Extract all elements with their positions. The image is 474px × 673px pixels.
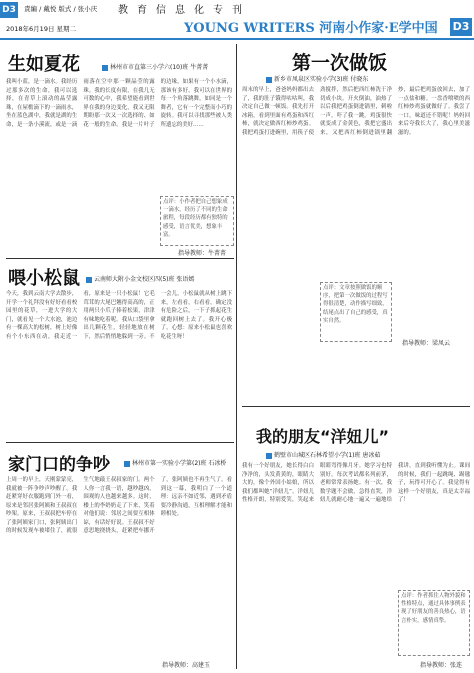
article-byline: 鹤壁市山城区石林希望小学(1)班 唐冰茹 bbox=[266, 450, 380, 459]
article-body: 上周一的早上，天刚蒙蒙亮，我就被一阵争吵声吵醒了。我赶紧穿好衣服跑到门外一看，原来是邻居张阿姨和王叔叔在吵架。原来，王叔叔把车停在了张阿姨家门口，张阿姨出门的时候发现车被堵住了，就很生气地敲王叔叔家的门。两个人你一言我一语，越吵越凶，围观的人也越来越多。这时，楼上的李奶奶走了下来，笑着对他们说：邻居之间要互相体谅，有话好好说。王叔叔不好意思地挠挠头，赶紧把车挪开了，张阿姨也不再生气了。看到这一幕，我明白了一个道理：远亲不如近邻，遇到矛盾要冷静沟通，互相理解才能和睦相处。 bbox=[6, 477, 232, 535]
article-title: 第一次做饭 bbox=[292, 52, 388, 74]
article-comment: 点评：文章按照做饭的顺序，把第一次做饭的过程写得很清楚，动作描写细致，结尾点出了自己的感受，真实自然。 bbox=[320, 282, 392, 342]
teacher-credit: 指导教师：高建玉 bbox=[162, 662, 211, 669]
editor-info: 責編 / 戴悦 版式 / 张小庆 bbox=[24, 5, 98, 13]
article-divider bbox=[242, 406, 470, 407]
page-header bbox=[0, 0, 474, 38]
header-rule bbox=[0, 38, 474, 40]
flag-icon bbox=[266, 77, 272, 83]
section-tag: D3 bbox=[0, 2, 18, 18]
article-byline: 林州市第一实验小学第(2)班 石冰桥 bbox=[124, 458, 226, 467]
article-comment: 点评：作者抓住人物外貌和性格特点，通过具体事例表现了好朋友的善良热心，语言朴实，感情真挚。 bbox=[398, 590, 470, 656]
column-divider bbox=[236, 44, 237, 669]
article-byline: 云南师大附小金文校区四(5)班 张语嫣 bbox=[86, 274, 194, 283]
flag-icon bbox=[124, 461, 130, 467]
header-slogan: 教育信息化专刊 bbox=[118, 5, 251, 16]
article-comment: 点评：小作者把自己想象成一滴水，经历了不同的生命旅程，每段经历都有独特的感受，语言优美，想象丰富。 bbox=[160, 196, 234, 246]
article-title: 我的朋友“洋妞儿” bbox=[256, 427, 390, 446]
article-2 bbox=[6, 262, 232, 440]
article-title: 喂小松鼠 bbox=[8, 268, 80, 289]
page-number: D3 bbox=[450, 18, 472, 36]
article-3 bbox=[6, 446, 232, 669]
article-title: 家门口的争吵 bbox=[8, 455, 110, 475]
teacher-credit: 指导教师：张连 bbox=[420, 662, 463, 669]
flag-icon bbox=[86, 277, 92, 283]
article-divider bbox=[6, 442, 234, 443]
teacher-credit: 指导教师：牛菁菁 bbox=[178, 250, 227, 257]
article-byline: 林州市市直第三小学六(10)班 牛菁菁 bbox=[102, 62, 208, 71]
article-body: 我叫小蓝，是一滴水。我经历过那多次的生命，我可以选择，在青草上滚动的晶莹露珠，在屋檐滴下的一滴雨水，坐在蓝色湖中，我就是湖的生命，是一条小溪流，或是一滴雨落在空中那一颗晶莹的露珠。我的长度有限，在我几无可数的心中，我希望能看到世界在我的身边变化，我又无限期盼那一次又一次选择的、如花一般的生命。我是一片叶子的边缘，如果有一个小水滴，那该有多好。我可以在世界的每一个角落跳舞，如同是一个舞者，它有一个完整而小巧的旋转。我可以寻找那些被人类所遗忘的美好…… bbox=[6, 79, 232, 128]
article-body: 周末的早上，爸爸妈妈都出去了，我的肚子饿得咕咕叫，我决定自己做一顿饭。我先打开冰箱，看到里面有鸡蛋和西红柿，就决定做西红柿炒鸡蛋。我把鸡蛋打进碗里，用筷子使劲搅拌，然后把西红柿洗干净切成小块。开火倒油，油热了以后我把鸡蛋倒进锅里，刺啦一声，吓了我一跳。鸡蛋很快就变成了金黄色，我把它盛出来，又把西红柿倒进锅里翻炒，最后把鸡蛋放回去，加了一点盐和糖。一盘香喷喷的西红柿炒鸡蛋就做好了。我尝了一口，味道还不错呢！妈妈回来后夸我长大了，我心里美滋滋的。 bbox=[242, 87, 470, 136]
article-byline: 新乡市凤泉区实验小学(3)班 付晓东 bbox=[266, 74, 368, 83]
article-4 bbox=[242, 46, 470, 406]
article-body: 我有一个好朋友，她长得白白净净的，头发黄黄的，眼睛大大的，像个外国小姑娘，所以我们都叫她“洋妞儿”。洋妞儿性格开朗，特别爱笑，笑起来眼睛弯得像月牙。她学习也特别好，每次考试都名列前茅，老师常常表扬她。有一次，我数学题不会做，急得直哭，洋妞儿就耐心地一遍又一遍地给我讲，直到我听懂为止。课间的时候，我们一起跳绳、踢毽子，玩得可开心了。我觉得有这样一个好朋友，真是太幸福了！ bbox=[242, 463, 470, 504]
column-title: YOUNG WRITERS 河南小作家·E学中国 bbox=[184, 21, 438, 36]
flag-icon bbox=[102, 65, 108, 71]
teacher-credit: 指导教师：梁凤云 bbox=[402, 340, 451, 347]
flag-icon bbox=[266, 453, 272, 459]
issue-date: 2018年6月19日 星期二 bbox=[6, 25, 77, 33]
article-divider bbox=[6, 258, 234, 259]
article-body: 今天，我到云南大学去散步，开学一个礼拜没有好好看看校园里的花草，一进大学的大门，就看见一个大水池，池边有一棵高大的松树，树上好像有个小东西在动，我走近一看，原来是一只小松鼠！它毛茸茸的大尾巴翘得高高的，正用两只小爪子捧着松果，津津有味地吃着呢。我从口袋里拿出几颗花生，轻轻地放在树下，然后悄悄地躲到一旁。不一会儿，小松鼠就从树上跳下来，左看看，右看看，确定没有危险之后，一下子抓起花生就跑回树上去了。我开心极了，心想：原来小松鼠也喜欢吃花生呀！ bbox=[6, 291, 232, 340]
article-title: 生如夏花 bbox=[8, 54, 80, 75]
